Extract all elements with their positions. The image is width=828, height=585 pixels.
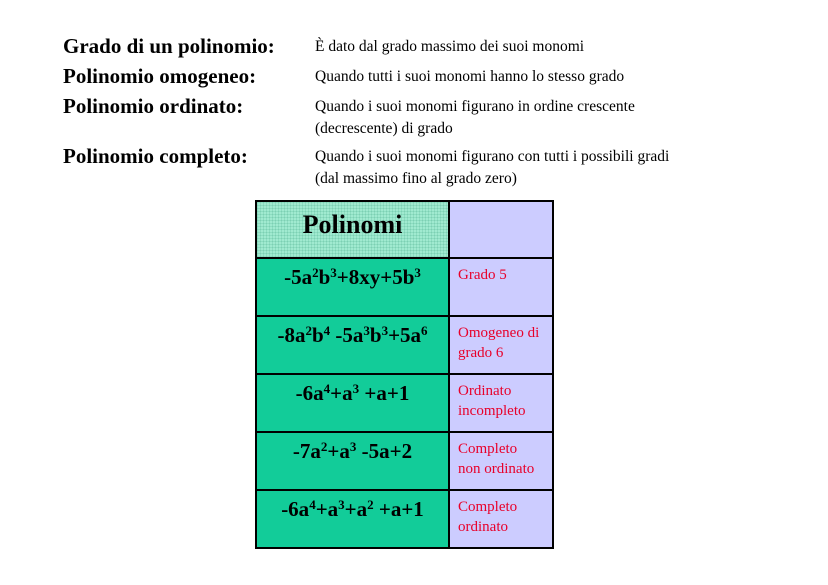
description-line: grado 6 — [458, 345, 504, 361]
definition-text: Quando tutti i suoi monomi hanno lo stesso grado — [315, 68, 625, 85]
definition-text: È dato dal grado massimo dei suoi monomi — [315, 38, 585, 55]
table-row — [256, 374, 553, 432]
term-base: -5a — [330, 323, 364, 347]
term-base: +a — [344, 497, 368, 521]
term-exponent: 4 — [323, 323, 331, 338]
term-base: b — [369, 323, 382, 347]
definition-term: Polinomio omogeneo: — [63, 64, 257, 88]
term-base: -6a — [295, 381, 324, 405]
description-cell — [449, 258, 553, 316]
definition-term: Polinomio ordinato: — [63, 94, 244, 118]
description-cell — [449, 374, 553, 432]
description-line: incompleto — [458, 403, 526, 419]
term-base: +a — [327, 439, 350, 463]
term-exponent: 2 — [312, 265, 319, 280]
term-exponent: 3 — [381, 323, 389, 338]
polynomial-cell — [256, 374, 449, 432]
definition-text: (decrescente) di grado — [315, 120, 453, 137]
description-line: Grado 5 — [458, 267, 507, 283]
term-exponent: 2 — [305, 323, 312, 338]
term-base: b — [318, 265, 331, 289]
table-row — [256, 490, 553, 548]
term-base: +8xy+5b — [336, 265, 415, 289]
description-line: ordinato — [458, 519, 508, 535]
definition-text: Quando i suoi monomi figurano in ordine crescente — [315, 98, 635, 115]
definition-term: Polinomio completo: — [63, 144, 248, 168]
description-cell — [449, 432, 553, 490]
term-exponent: 3 — [338, 497, 345, 512]
description-line: Completo — [458, 441, 518, 457]
term-base: -7a — [292, 439, 321, 463]
term-exponent: 2 — [320, 439, 328, 454]
polynomial-cell — [256, 258, 449, 316]
description-cell — [449, 316, 553, 374]
term-exponent: 4 — [309, 497, 316, 512]
term-exponent: 2 — [367, 497, 374, 512]
definition-term: Grado di un polinomio: — [63, 34, 275, 58]
term-base: -6a — [281, 497, 310, 521]
polynomial-table — [255, 200, 554, 549]
term-base: +a — [330, 381, 353, 405]
term-exponent: 3 — [352, 381, 360, 396]
description-line: non ordinato — [458, 461, 535, 477]
table-row — [256, 432, 553, 490]
polynomial-cell — [256, 490, 449, 548]
term-exponent: 3 — [363, 323, 370, 338]
table-row — [256, 316, 553, 374]
description-line: Ordinato — [458, 383, 512, 399]
term-base: -5a+2 — [356, 439, 413, 463]
table-header-right — [449, 201, 553, 258]
polynomial-cell — [256, 432, 449, 490]
term-base: +a+1 — [373, 497, 424, 521]
term-base: +a+1 — [359, 381, 410, 405]
description-cell — [449, 490, 553, 548]
term-exponent: 3 — [349, 439, 357, 454]
polynomial-cell — [256, 316, 449, 374]
term-base: -8a — [277, 323, 306, 347]
definition-text: (dal massimo fino al grado zero) — [315, 170, 517, 187]
term-base: +a — [315, 497, 339, 521]
term-base: b — [311, 323, 324, 347]
term-exponent: 3 — [330, 265, 337, 280]
description-line: Omogeneo di — [458, 325, 540, 341]
description-line: Completo — [458, 499, 518, 515]
definition-text: Quando i suoi monomi figurano con tutti i possibili gradi — [315, 148, 670, 165]
term-base: -5a — [284, 265, 313, 289]
term-base: +5a — [388, 323, 422, 347]
term-exponent: 6 — [421, 323, 428, 338]
term-exponent: 3 — [414, 265, 421, 280]
table-header: Polinomi — [256, 201, 449, 258]
table-row — [256, 258, 553, 316]
term-exponent: 4 — [323, 381, 331, 396]
